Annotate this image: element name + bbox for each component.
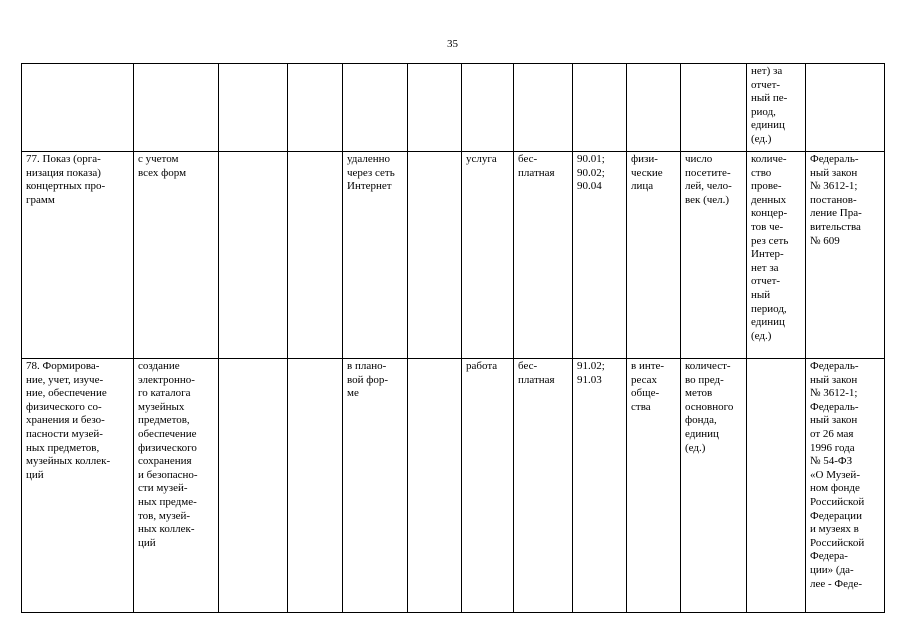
- table-cell: [22, 64, 134, 152]
- table-cell: Федераль- ный закон № 3612-1; Федераль- ный закон от 26 мая 1996 года № 54-ФЗ «О Музей- ном фонде Российской Федерации и музеях в Российской Федера- ции» (да- лее - Феде-: [806, 359, 885, 613]
- table-cell: в инте- ресах обще- ства: [627, 359, 681, 613]
- table-cell: 91.02; 91.03: [573, 359, 627, 613]
- table-cell: [219, 64, 288, 152]
- table-cell: с учетом всех форм: [134, 152, 219, 359]
- table-cell: нет) за отчет- ный пе- риод, единиц (ед.): [747, 64, 806, 152]
- table-cell: [408, 152, 462, 359]
- table-cell: количе- ство прове- денных концер- тов че- рез сеть Интер- нет за отчет- ный период, единиц (ед.): [747, 152, 806, 359]
- table-cell: число посетите- лей, чело- век (чел.): [681, 152, 747, 359]
- table-cell: в плано- вой фор- ме: [343, 359, 408, 613]
- table-cell: [462, 64, 514, 152]
- table-cell: [408, 64, 462, 152]
- table-cell: [514, 64, 573, 152]
- table-cell: Федераль- ный закон № 3612-1; постанов- ление Пра- вительства № 609: [806, 152, 885, 359]
- table-cell: создание электронно- го каталога музейных предметов, обеспечение физического сохранения и безопасно- сти музей- ных предме- тов, музей- ных коллек- ций: [134, 359, 219, 613]
- table-cell: [747, 359, 806, 613]
- table-cell: [408, 359, 462, 613]
- table-cell: услуга: [462, 152, 514, 359]
- table-cell: [627, 64, 681, 152]
- table-cell: [573, 64, 627, 152]
- table-cell: [219, 359, 288, 613]
- table-cell: [288, 152, 343, 359]
- page-number: 35: [447, 38, 458, 50]
- table-cell: бес- платная: [514, 152, 573, 359]
- table-cell: [134, 64, 219, 152]
- table-row: [22, 359, 885, 613]
- table-cell: [806, 64, 885, 152]
- table-cell: физи- ческие лица: [627, 152, 681, 359]
- table-row: [22, 64, 885, 152]
- table-cell: [343, 64, 408, 152]
- table-cell: [219, 152, 288, 359]
- table-cell: бес- платная: [514, 359, 573, 613]
- table-cell: удаленно через сеть Интернет: [343, 152, 408, 359]
- table-cell: [288, 359, 343, 613]
- table-cell: [288, 64, 343, 152]
- service-name-cell: 77. Показ (орга- низация показа) концертных про- грамм: [22, 152, 134, 359]
- table-cell: 90.01; 90.02; 90.04: [573, 152, 627, 359]
- table-cell: работа: [462, 359, 514, 613]
- service-name-cell: 78. Формирова- ние, учет, изуче- ние, обеспечение физического со- хранения и безо- пасности музей- ных предметов, музейных коллек- ций: [22, 359, 134, 613]
- table-cell: количест- во пред- метов основного фонда, единиц (ед.): [681, 359, 747, 613]
- table-cell: [681, 64, 747, 152]
- services-registry-table: [21, 63, 885, 613]
- table-row: [22, 152, 885, 359]
